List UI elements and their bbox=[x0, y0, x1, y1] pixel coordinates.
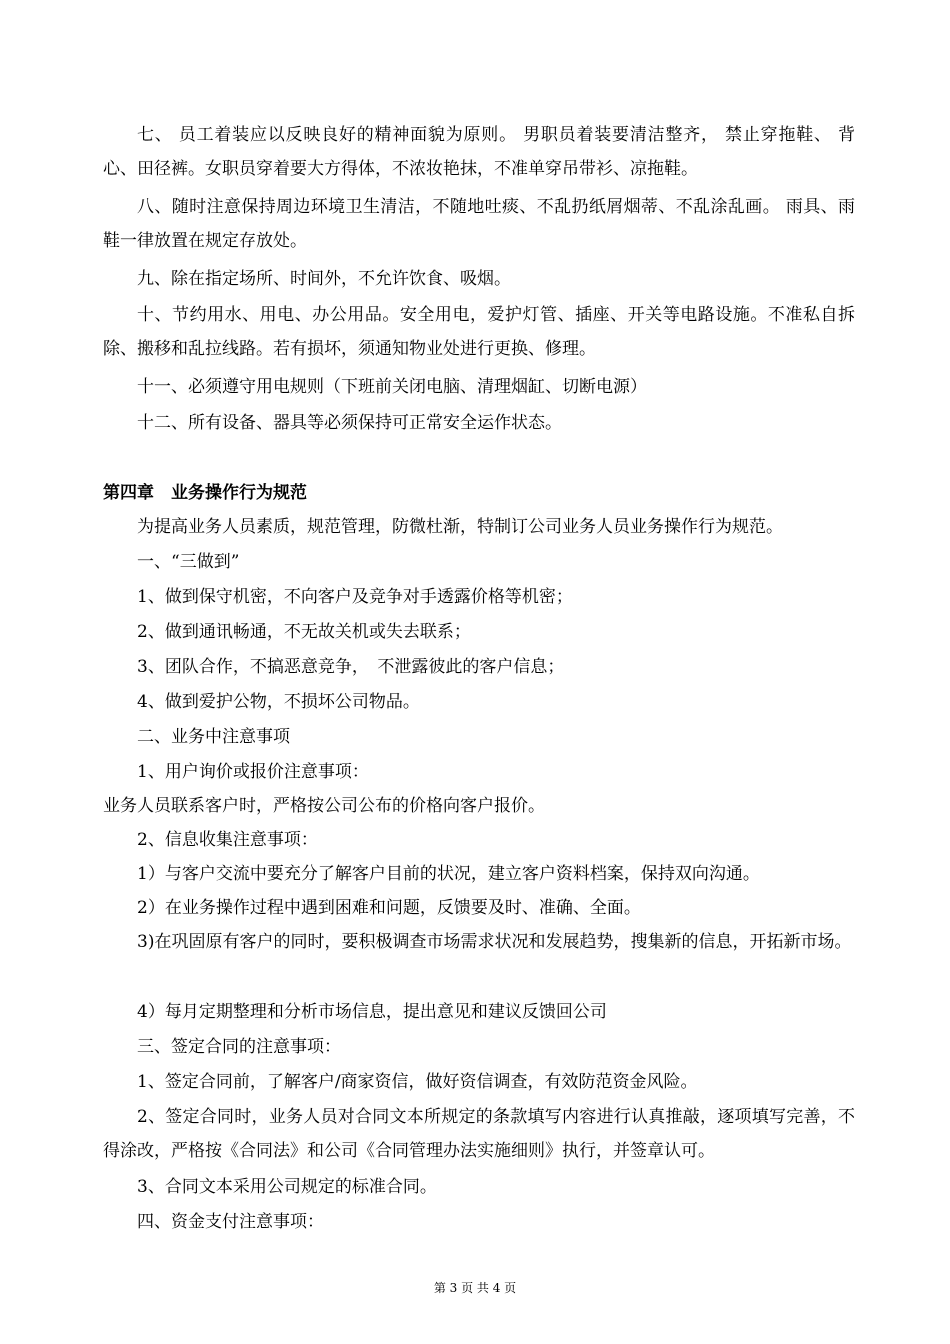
list-item: 2）在业务操作过程中遇到困难和问题，反馈要及时、准确、全面。 bbox=[137, 898, 641, 918]
rule-item-9: 九、除在指定场所、时间外，不允许饮食、吸烟。 bbox=[137, 269, 511, 289]
rule-item-10: 十、节约用水、用电、办公用品。安全用电，爱护灯管、插座、开关等电路设施。不准私自拆 除、搬移和乱拉线路。若有损坏，须通知物业处进行更换、修理。 bbox=[103, 305, 855, 359]
rule-item-7: 七、 员工着装应以反映良好的精神面貌为原则。 男职员着装要清洁整齐， 禁止穿拖鞋、 背心、田径裤。女职员穿着要大方得体，不浓妆艳抹，不准单穿吊带衫、凉拖鞋。 bbox=[103, 125, 855, 179]
section-heading: 二、业务中注意事项 bbox=[137, 727, 290, 747]
subsection-heading: 1、用户询价或报价注意事项： bbox=[137, 762, 369, 782]
section-heading: 一、“三做到” bbox=[137, 552, 240, 572]
chapter-heading: 第四章 业务操作行为规范 bbox=[103, 483, 307, 503]
rule-item-12: 十二、所有设备、器具等必须保持可正常安全运作状态。 bbox=[137, 413, 562, 433]
paragraph: 业务人员联系客户时，严格按公司公布的价格向客户报价。 bbox=[103, 796, 545, 816]
chapter-intro: 为提高业务人员素质，规范管理，防微杜渐，特制订公司业务人员业务操作行为规范。 bbox=[137, 517, 783, 537]
page-number: 第 3 页 共 4 页 bbox=[433, 1281, 517, 1295]
list-item: 3、团队合作，不搞恶意竞争， 不泄露彼此的客户信息； bbox=[137, 657, 565, 677]
list-item: 1、签定合同前，了解客户/商家资信，做好资信调查，有效防范资金风险。 bbox=[137, 1072, 698, 1092]
list-item: 1、做到保守机密，不向客户及竞争对手透露价格等机密； bbox=[137, 587, 573, 607]
section-heading: 四、资金支付注意事项： bbox=[137, 1212, 324, 1232]
section-heading: 三、签定合同的注意事项： bbox=[137, 1037, 341, 1057]
list-item: 3、合同文本采用公司规定的标准合同。 bbox=[137, 1177, 437, 1197]
list-item: 2、签定合同时，业务人员对合同文本所规定的条款填写内容进行认真推敲，逐项填写完善，不得涂改，严格按《合同法》和公司《合同管理办法实施细则》执行，并签章认可。 bbox=[103, 1107, 855, 1161]
rule-item-11: 十一、必须遵守用电规则（下班前关闭电脑、清理烟缸、切断电源） bbox=[137, 377, 647, 397]
list-item: 4）每月定期整理和分析市场信息，提出意见和建议反馈回公司 bbox=[137, 1002, 607, 1022]
subsection-heading: 2、信息收集注意事项： bbox=[137, 830, 318, 850]
list-item: 1）与客户交流中要充分了解客户目前的状况，建立客户资料档案，保持双向沟通。 bbox=[137, 864, 760, 884]
list-item: 3)在巩固原有客户的同时，要积极调查市场需求状况和发展趋势，搜集新的信息，开拓新市场。 bbox=[137, 932, 852, 952]
list-item: 2、做到通讯畅通，不无故关机或失去联系； bbox=[137, 622, 471, 642]
rule-item-8: 八、随时注意保持周边环境卫生清洁，不随地吐痰、不乱扔纸屑烟蒂、不乱涂乱画。 雨具、雨鞋一律放置在规定存放处。 bbox=[103, 197, 855, 251]
list-item: 4、做到爱护公物，不损坏公司物品。 bbox=[137, 692, 420, 712]
